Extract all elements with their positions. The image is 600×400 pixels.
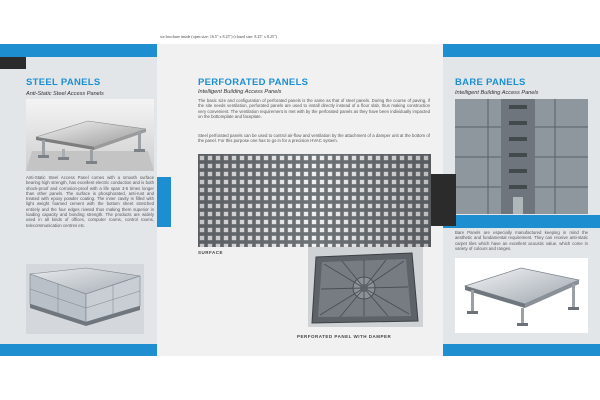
bare-panels-description: Bare Panels are especially manufactured keeping in mind the aesthetic and fundamental requirement. They can receive anti-static carpet tiles which have an excellent acoustic value, which come in variety of colours and ranges. <box>455 230 588 251</box>
perforated-damper-photo <box>308 247 423 327</box>
perforated-panels-subtitle: Intelligent Building Access Panels <box>198 89 282 95</box>
accent-bar-top <box>0 44 157 57</box>
perforated-panels-description: The basic size and configuration of perforated panels is the same as that of steel panels. During the course of paving, if the site needs ventilation, perforated panels are used to install directly instead of a floor slab, thus making construction very convenient. The ventilation requirement is met with by the perforated panels as they have been individually impacted on the bottomplate and faceplate. <box>198 98 430 119</box>
perforated-surface-photo <box>198 154 431 247</box>
bare-panels-title: BARE PANELS <box>455 77 526 88</box>
surface-caption: SURFACE <box>198 250 224 255</box>
bare-panel-pedestal-photo <box>455 258 588 333</box>
bare-panels-subtitle: Intelligent Building Access Panels <box>455 90 539 96</box>
dark-bar-side-right <box>443 174 456 226</box>
bare-floor-photo <box>455 99 588 214</box>
steel-pedestal-photo <box>26 99 154 171</box>
accent-bar-mid-right <box>443 215 600 228</box>
accent-bar-side <box>157 177 171 227</box>
accent-bar-top-right <box>443 44 600 57</box>
steel-tiles-photo <box>26 264 144 334</box>
accent-bar-bottom-right <box>443 344 600 356</box>
damper-caption: PERFORATED PANEL WITH DAMPER <box>297 334 392 339</box>
perforated-panels-damper-description: Steel perforated panels can be used to control air-flow and ventilation by the attachment of a damper unit at the bottom of the panel. For this purpose one has to go in for a precision HVAC system. <box>198 133 430 144</box>
dark-bar-top-edge <box>0 57 26 69</box>
header-note: we brochure inside (open size: 16.5" x 8.25") (closed size: 8.25" x 8.25") <box>160 34 277 39</box>
steel-panels-description: Anti-Static Steel Access Panel comes with a smooth surface bearing high strength, has excellent electric conduction and is both shock-proof and corrosion-proof with a life span 3-5 times longer than other panels. The surface is phosphorated, anti-rust and treated with epoxy powder coating. The inner cavity is filled with light weight foamed cement with the bottom sheet stretched entirely and the four edges riveted thus making them superior in loading capacity and bonding strength. The products are widely used in all kinds of offices, computer rooms, control rooms, telecommunication centres etc. <box>26 175 154 228</box>
bare-panels-page <box>443 44 600 356</box>
perforated-panels-page <box>157 44 443 356</box>
steel-panels-title: STEEL PANELS <box>26 77 101 88</box>
steel-panels-subtitle: Anti-Static Steel Access Panels <box>26 91 104 97</box>
perforated-panels-title: PERFORATED PANELS <box>198 77 309 88</box>
accent-bar-bottom <box>0 344 157 356</box>
dark-bar-side <box>431 174 443 226</box>
steel-panels-page <box>0 44 157 356</box>
